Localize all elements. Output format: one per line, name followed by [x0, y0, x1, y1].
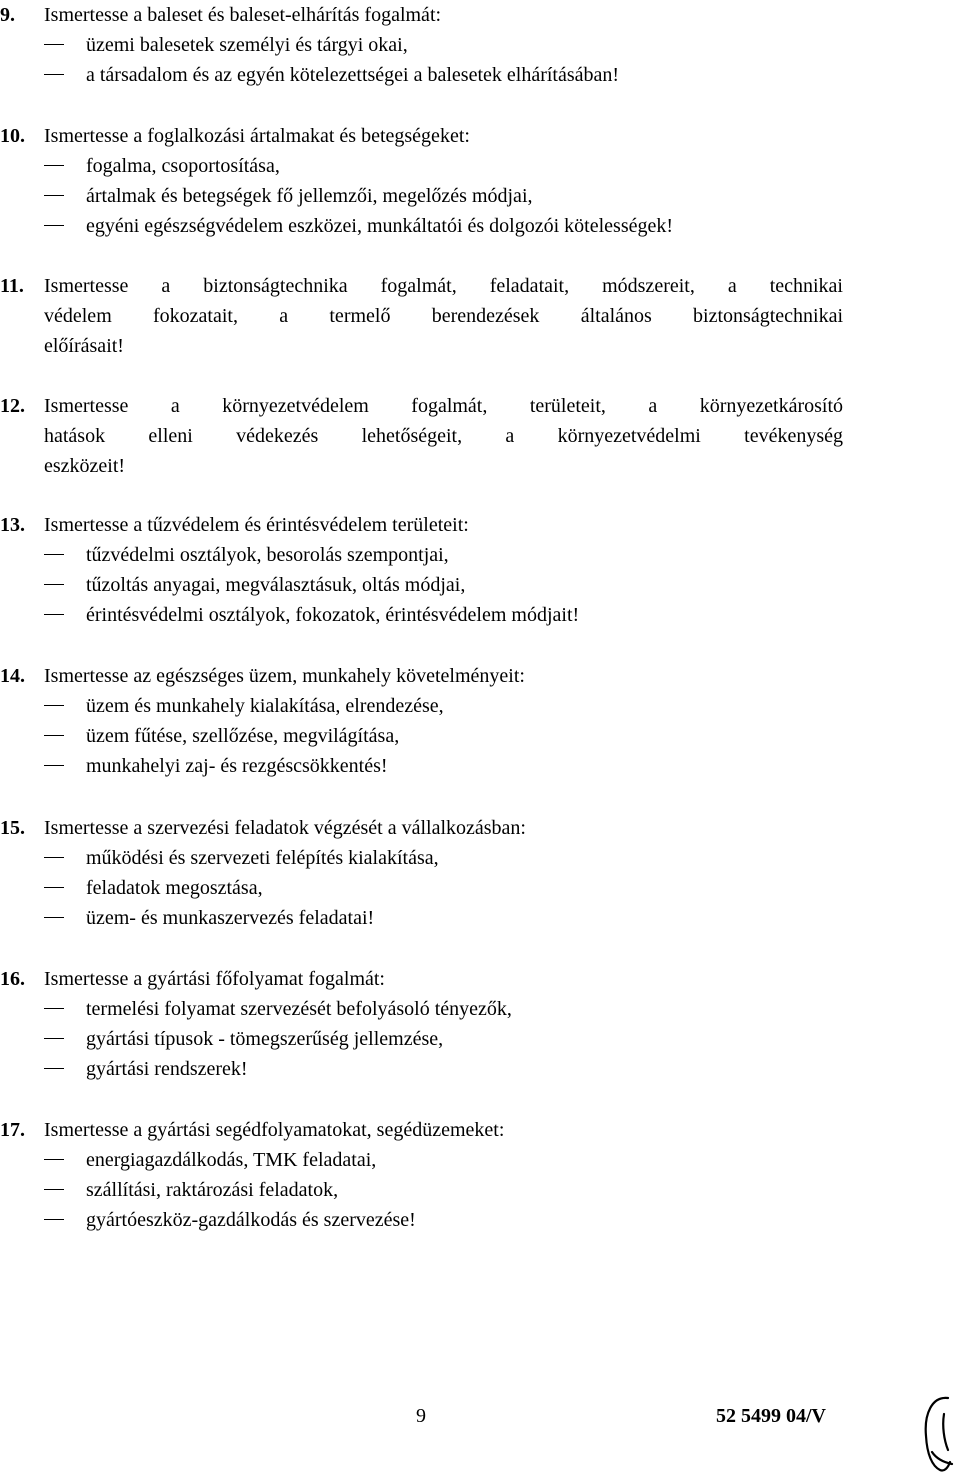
item-heading — [0, 121, 843, 151]
item-title: Ismertesse a tűzvédelem és érintésvédelem területeit: — [44, 514, 469, 536]
dash-bullet — [44, 225, 64, 226]
item-heading — [0, 0, 843, 30]
dash-bullet — [44, 1159, 64, 1160]
list-item-text: munkahelyi zaj- és rezgéscsökkentés! — [86, 755, 388, 777]
item-number: 13. — [0, 514, 25, 536]
list-item — [0, 1175, 843, 1205]
item-10 — [0, 121, 843, 241]
list-item-text: szállítási, raktározási feladatok, — [86, 1179, 339, 1201]
item-number: 14. — [0, 665, 25, 687]
dash-bullet — [44, 887, 64, 888]
list-item-text: üzem és munkahely kialakítása, elrendezése, — [86, 695, 444, 717]
list-item-text: termelési folyamat szervezését befolyásoló tényezők, — [86, 998, 512, 1020]
item-title: Ismertesse a baleset és baleset-elhárítás fogalmát: — [44, 4, 442, 26]
dash-bullet — [44, 584, 64, 585]
list-item-text: gyártási rendszerek! — [86, 1058, 248, 1080]
dash-bullet — [44, 1219, 64, 1220]
dash-bullet — [44, 1068, 64, 1069]
list-item — [0, 873, 843, 903]
list-item — [0, 600, 843, 630]
list-item — [0, 181, 843, 211]
list-item — [0, 1205, 843, 1235]
item-9 — [0, 0, 843, 90]
list-item-text: üzem fűtése, szellőzése, megvilágítása, — [86, 725, 400, 747]
list-item — [0, 570, 843, 600]
list-item-text: tűzoltás anyagai, megválasztásuk, oltás módjai, — [86, 574, 466, 596]
dash-bullet — [44, 614, 64, 615]
list-item-text: üzemi balesetek személyi és tárgyi okai, — [86, 34, 408, 56]
dash-bullet — [44, 765, 64, 766]
item-15 — [0, 813, 843, 933]
dash-bullet — [44, 554, 64, 555]
item-13 — [0, 510, 843, 630]
item-number: 16. — [0, 968, 25, 990]
item-16 — [0, 964, 843, 1084]
item-paragraph — [44, 391, 843, 481]
item-heading — [0, 813, 843, 843]
paragraph-line: Ismertesse a biztonságtechnika fogalmát, feladatait, módszereit, a technikai — [44, 275, 843, 297]
item-heading — [0, 661, 843, 691]
list-item — [0, 843, 843, 873]
list-item — [0, 60, 843, 90]
dash-bullet — [44, 1008, 64, 1009]
item-number: 11. — [0, 275, 24, 297]
handwritten-signature — [918, 1392, 958, 1474]
list-item-text: egyéni egészségvédelem eszközei, munkáltatói és dolgozói kötelességek! — [86, 215, 674, 237]
list-item-text: tűzvédelmi osztályok, besorolás szempontjai, — [86, 544, 449, 566]
item-heading — [0, 1115, 843, 1145]
item-number: 15. — [0, 817, 25, 839]
item-title: Ismertesse az egészséges üzem, munkahely követelményeit: — [44, 665, 525, 687]
paragraph-line: előírásait! — [44, 335, 124, 357]
item-number: 10. — [0, 125, 25, 147]
list-item-text: érintésvédelmi osztályok, fokozatok, érintésvédelem módjait! — [86, 604, 580, 626]
list-item — [0, 30, 843, 60]
list-item — [0, 994, 843, 1024]
document-code: 52 5499 04/V — [716, 1405, 826, 1427]
paragraph-line: eszközeit! — [44, 455, 126, 477]
item-title: Ismertesse a gyártási segédfolyamatokat, segédüzemeket: — [44, 1119, 505, 1141]
list-item — [0, 903, 843, 933]
list-item — [0, 540, 843, 570]
item-14 — [0, 661, 843, 781]
dash-bullet — [44, 917, 64, 918]
item-title: Ismertesse a gyártási főfolyamat fogalmát: — [44, 968, 385, 990]
list-item — [0, 1145, 843, 1175]
list-item-text: fogalma, csoportosítása, — [86, 155, 280, 177]
list-item-text: ártalmak és betegségek fő jellemzői, megelőzés módjai, — [86, 185, 533, 207]
dash-bullet — [44, 1038, 64, 1039]
list-item — [0, 1054, 843, 1084]
list-item — [0, 721, 843, 751]
item-17 — [0, 1115, 843, 1235]
list-item-text: feladatok megosztása, — [86, 877, 263, 899]
list-item-text: a társadalom és az egyén kötelezettségei a balesetek elhárításában! — [86, 64, 620, 86]
dash-bullet — [44, 857, 64, 858]
dash-bullet — [44, 1189, 64, 1190]
item-title: Ismertesse a szervezési feladatok végzését a vállalkozásban: — [44, 817, 526, 839]
item-paragraph — [44, 271, 843, 361]
item-heading — [0, 510, 843, 540]
paragraph-line: hatások elleni védekezés lehetőségeit, a környezetvédelmi tevékenység — [44, 425, 843, 447]
list-item — [0, 751, 843, 781]
dash-bullet — [44, 44, 64, 45]
paragraph-line: védelem fokozatait, a termelő berendezések általános biztonságtechnikai — [44, 305, 843, 327]
list-item — [0, 691, 843, 721]
list-item-text: működési és szervezeti felépítés kialakítása, — [86, 847, 439, 869]
item-number: 9. — [0, 4, 15, 26]
list-item-text: energiagazdálkodás, TMK feladatai, — [86, 1149, 377, 1171]
item-number: 12. — [0, 395, 25, 417]
dash-bullet — [44, 705, 64, 706]
dash-bullet — [44, 74, 64, 75]
dash-bullet — [44, 195, 64, 196]
paragraph-line: Ismertesse a környezetvédelem fogalmát, területeit, a környezetkárosító — [44, 395, 843, 417]
list-item — [0, 1024, 843, 1054]
item-heading — [0, 964, 843, 994]
list-item-text: üzem- és munkaszervezés feladatai! — [86, 907, 375, 929]
list-item-text: gyártási típusok - tömegszerűség jellemzése, — [86, 1028, 444, 1050]
dash-bullet — [44, 165, 64, 166]
page-number: 9 — [416, 1405, 426, 1427]
dash-bullet — [44, 735, 64, 736]
list-item-text: gyártóeszköz-gazdálkodás és szervezése! — [86, 1209, 416, 1231]
item-number: 17. — [0, 1119, 25, 1141]
list-item — [0, 151, 843, 181]
list-item — [0, 211, 843, 241]
item-title: Ismertesse a foglalkozási ártalmakat és betegségeket: — [44, 125, 470, 147]
